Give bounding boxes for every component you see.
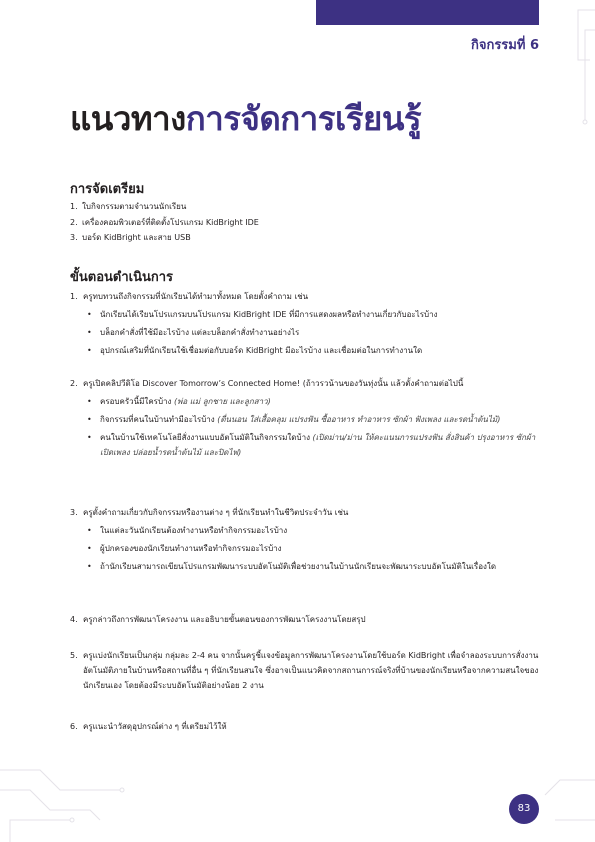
step-5: 5. ครูแบ่งนักเรียนเป็นกลุ่ม กลุ่มละ 2-4 คน จากนั้นครูชี้แจงข้อมูลการพัฒนาโครงงานโดยใช้บอร์ด KidBright เพื่อจำลองระบบการสั่งงานอัตโนมัติภายในบ้านหรือสถานที่อื่น ๆ ที่นักเรียนสนใจ ซึ่งอาจเป็นแนวคิดจากสถานการณ์จริงที่บ้านของนักเรียนหรือจากความสนใจของนักเรียนเอง โดยต้องมีระบบอัตโนมัติอย่างน้อย 2 งาน: [70, 648, 540, 693]
list-item: • ผู้ปกครองของนักเรียนทำงานหรือทำกิจกรรมอะไรบ้าง: [87, 544, 282, 553]
step-4-text: ครูกล่าวถึงการพัฒนาโครงงาน และอธิบายขั้นตอนของการพัฒนาโครงงานโดยสรุป: [83, 615, 366, 624]
step-2: 2. ครูเปิดคลิปวีดิโอ Discover Tomorrow’s Connected Home! (ถ้าวรวน้านของวันทุ่งนั้น แล้วตั้งคำถามต่อไปนี้ • ครอบครัวนี้มีใครบ้าง (พ่อ แม่ ลูกชาย และลูกสาว) • กิจกรรมที่คนในบ้านทำมีอะไรบ้าง (ตื่นนอน ใส่เสื้อคลุม แปรงฟัน ซื้ออาหาร ทำอาหาร ซักผ้า ฟังเพลง และรดน้ำต้นไม้) • คนในบ้านใช้เทคโนโลยีสั่งงานแบบอัตโนมัติในกิจกรรมใดบ้าง (เปิดม่าน/ม่าน ให้คะแนนการแปรงฟัน สั่งสินค้า ปรุงอาหาร ซักผ้า เปิดเพลง ปล่อยน้ำรดน้ำต้นไม้ และปิดไฟ): [70, 376, 540, 463]
list-item: 1. ใบกิจกรรมตามจำนวนนักเรียน: [70, 202, 187, 211]
step-6: 6. ครูแนะนำวัสดุอุปกรณ์ต่าง ๆ ที่เตรียมไว้ให้: [70, 719, 540, 734]
list-item: 3. บอร์ด KidBright และสาย USB: [70, 233, 191, 242]
prep-list: [70, 199, 259, 246]
step-1: 1. ครูทบทวนถึงกิจกรรมที่นักเรียนได้ทำมาทั้งหมด โดยตั้งคำถาม เช่น • นักเรียนได้เรียนโปรแกรมบนโปรแกรม KidBright IDE ที่มีการแสดงผลหรือทำงานเกี่ยวกับอะไรบ้าง • บล็อกคำสั่งที่ใช้มีอะไรบ้าง แต่ละบล็อกคำสั่งทำงานอย่างไร • อุปกรณ์เสริมที่นักเรียนใช้เชื่อมต่อกับบอร์ด KidBright มีอะไรบ้าง และเชื่อมต่อในการทำงานใด: [70, 289, 540, 361]
prep-heading: การจัดเตรียม: [70, 182, 145, 197]
step-6-text: ครูแนะนำวัสดุอุปกรณ์ต่าง ๆ ที่เตรียมไว้ให้: [83, 722, 227, 731]
steps-heading: ขั้นตอนดำเนินการ: [70, 270, 174, 285]
step-3: 3. ครูตั้งคำถามเกี่ยวกับกิจกรรมหรืองานต่าง ๆ ที่นักเรียนทำในชีวิตประจำวัน เช่น • ในแต่ละวันนักเรียนต้องทำงานหรือทำกิจกรรมอะไรบ้าง • ผู้ปกครองของนักเรียนทำงานหรือทำกิจกรรมอะไรบ้าง • ถ้านักเรียนสามารถเขียนโปรแกรมพัฒนาระบบอัตโนมัติเพื่อช่วยงานในบ้านนักเรียนจะพัฒนาระบบอัตโนมัติในเรื่องใด: [70, 505, 540, 577]
list-item: • ครอบครัวนี้มีใครบ้าง (พ่อ แม่ ลูกชาย และลูกสาว): [87, 397, 271, 406]
list-item: • บล็อกคำสั่งที่ใช้มีอะไรบ้าง แต่ละบล็อกคำสั่งทำงานอย่างไร: [87, 328, 300, 337]
title-part2: การจัดการเรียนรู้: [185, 99, 422, 138]
page-title: [70, 92, 421, 145]
step-1-text: ครูทบทวนถึงกิจกรรมที่นักเรียนได้ทำมาทั้งหมด โดยตั้งคำถาม เช่น: [83, 292, 309, 301]
step-2-text: ครูเปิดคลิปวีดิโอ Discover Tomorrow’s Connected Home! (ถ้าวรวน้านของวันทุ่งนั้น แล้วตั้งคำถามต่อไปนี้: [83, 379, 464, 388]
list-item: 2. เครื่องคอมพิวเตอร์ที่ติดตั้งโปรแกรม KidBright IDE: [70, 217, 259, 227]
header-accent-bar: [316, 0, 539, 25]
list-item: • คนในบ้านใช้เทคโนโลยีสั่งงานแบบอัตโนมัติในกิจกรรมใดบ้าง (เปิดม่าน/ม่าน ให้คะแนนการแปรงฟัน สั่งสินค้า ปรุงอาหาร ซักผ้า เปิดเพลง ปล่อยน้ำรดน้ำต้นไม้ และปิดไฟ): [87, 433, 536, 457]
list-item: • ในแต่ละวันนักเรียนต้องทำงานหรือทำกิจกรรมอะไรบ้าง: [87, 526, 288, 535]
list-item: • อุปกรณ์เสริมที่นักเรียนใช้เชื่อมต่อกับบอร์ด KidBright มีอะไรบ้าง และเชื่อมต่อในการทำงานใด: [87, 346, 423, 355]
step-4: 4. ครูกล่าวถึงการพัฒนาโครงงาน และอธิบายขั้นตอนของการพัฒนาโครงงานโดยสรุป: [70, 612, 540, 627]
step-5-text: ครูแบ่งนักเรียนเป็นกลุ่ม กลุ่มละ 2-4 คน จากนั้นครูชี้แจงข้อมูลการพัฒนาโครงงานโดยใช้บอร์ด KidBright เพื่อจำลองระบบการสั่งงานอัตโนมัติภายในบ้านหรือสถานที่อื่น ๆ ที่นักเรียนสนใจ ซึ่งอาจเป็นแนวคิดจากสถานการณ์จริงที่บ้านของนักเรียนหรือจากความสนใจของนักเรียนเอง โดยต้องมีระบบอัตโนมัติอย่างน้อย 2 งาน: [83, 651, 539, 690]
list-item: • กิจกรรมที่คนในบ้านทำมีอะไรบ้าง (ตื่นนอน ใส่เสื้อคลุม แปรงฟัน ซื้ออาหาร ทำอาหาร ซักผ้า ฟังเพลง และรดน้ำต้นไม้): [87, 415, 501, 424]
list-item: • นักเรียนได้เรียนโปรแกรมบนโปรแกรม KidBright IDE ที่มีการแสดงผลหรือทำงานเกี่ยวกับอะไรบ้าง: [87, 310, 438, 319]
list-item: • ถ้านักเรียนสามารถเขียนโปรแกรมพัฒนาระบบอัตโนมัติเพื่อช่วยงานในบ้านนักเรียนจะพัฒนาระบบอัตโนมัติในเรื่องใด: [87, 562, 497, 571]
title-part1: แนวทาง: [70, 99, 186, 138]
page-number: 83: [509, 794, 539, 824]
step-3-text: ครูตั้งคำถามเกี่ยวกับกิจกรรมหรืองานต่าง ๆ ที่นักเรียนทำในชีวิตประจำวัน เช่น: [83, 508, 349, 517]
activity-label: กิจกรรมที่ 6: [470, 38, 539, 53]
